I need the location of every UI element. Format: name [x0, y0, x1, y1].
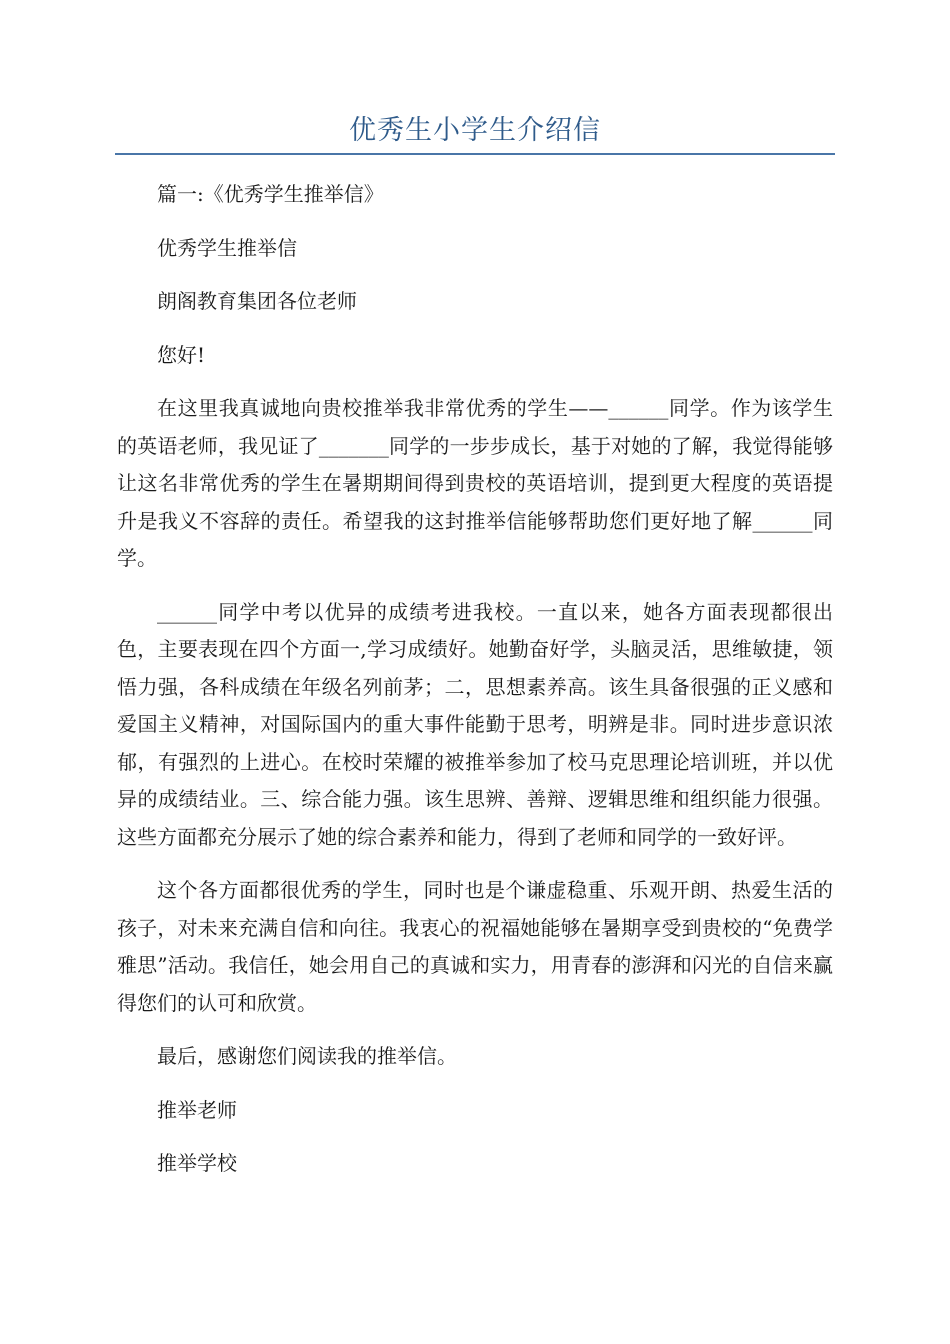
letter-closing: 最后，感谢您们阅读我的推举信。	[157, 1044, 457, 1068]
signature-school: 推举学校	[157, 1151, 237, 1175]
letter-recipient: 朗阁教育集团各位老师	[157, 289, 357, 313]
section-heading: 篇一:《优秀学生推举信》	[157, 182, 384, 206]
letter-title: 优秀学生推举信	[157, 235, 297, 260]
document-title: 优秀生小学生介绍信	[349, 115, 601, 146]
document-body	[117, 176, 833, 1199]
letter-paragraph-performance: ______同学中考以优异的成绩考进我校。一直以来，她各方面表现都很出色，主要表现在四个方面一,学习成绩好。她勤奋好学，头脑灵活，思维敏捷，领悟力强，各科成绩在年级名列前茅；二，思想素养高。该生具备很强的正义感和爱国主义精神，对国际国内的重大事件能勤于思考，明辨是非。同时进步意识浓郁，有强烈的上进心。在校时荣耀的被推举参加了校马克思理论培训班，并以优异的成绩结业。三、综合能力强。该生思辨、善辩、逻辑思维和组织能力很强。这些方面都充分展示了她的综合素养和能力，得到了老师和同学的一致好评。	[117, 599, 833, 849]
letter-paragraph-intro: 在这里我真诚地向贵校推举我非常优秀的学生——______同学。作为该学生的英语老师，我见证了_______同学的一步步成长，基于对她的了解，我觉得能够让这名非常优秀的学生在暑期期间得到贵校的英语培训，提到更大程度的英语提升是我义不容辞的责任。希望我的这封推举信能够帮助您们更好地了解______同学。	[117, 396, 833, 570]
signature-teacher: 推举老师	[157, 1097, 237, 1122]
letter-greeting: 您好!	[157, 342, 206, 367]
letter-paragraph-character: 这个各方面都很优秀的学生，同时也是个谦虚稳重、乐观开朗、热爱生活的孩子，对未来充满自信和向往。我衷心的祝福她能够在暑期享受到贵校的“免费学雅思”活动。我信任，她会用自己的真诚和实力，用青春的澎湃和闪光的自信来赢得您们的认可和欣赏。	[117, 878, 833, 1015]
title-underline	[115, 153, 835, 155]
